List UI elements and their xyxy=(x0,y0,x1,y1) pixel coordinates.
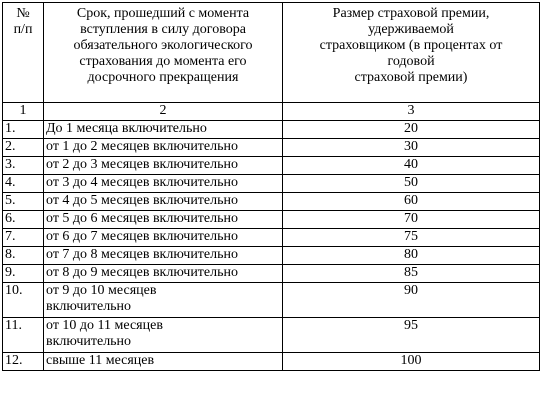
row-number-cell: 9. xyxy=(3,265,44,283)
table-row xyxy=(3,121,540,139)
header-row xyxy=(3,3,540,103)
row-number-cell: 11. xyxy=(3,318,44,353)
row-premium-cell: 20 xyxy=(283,121,540,139)
row-term-line: от 9 до 10 месяцев xyxy=(46,283,157,298)
row-number-cell: 4. xyxy=(3,175,44,193)
table-row xyxy=(3,265,540,283)
row-premium-cell: 60 xyxy=(283,193,540,211)
row-premium-cell: 90 xyxy=(283,283,540,318)
header-number-sign: № xyxy=(16,6,30,21)
table-row xyxy=(3,157,540,175)
column-index-cell: 2 xyxy=(44,103,283,121)
row-term-cell xyxy=(44,193,283,211)
row-term-cell xyxy=(44,229,283,247)
column-index-row xyxy=(3,103,540,121)
row-term-cell xyxy=(44,139,283,157)
row-term-line: включительно xyxy=(46,299,132,314)
row-term-cell xyxy=(44,265,283,283)
header-term-line: Срок, прошедший с момента xyxy=(76,6,250,21)
row-term-line: свыше 11 месяцев xyxy=(46,353,155,368)
header-number-cell xyxy=(3,3,44,103)
row-term-cell xyxy=(44,318,283,353)
header-term-line: обязательного экологического xyxy=(73,38,253,53)
row-term-line: от 3 до 4 месяцев включительно xyxy=(46,175,239,190)
column-index-cell: 3 xyxy=(283,103,540,121)
table-row xyxy=(3,229,540,247)
row-term-line: До 1 месяца включительно xyxy=(46,121,207,136)
table-body xyxy=(3,3,540,371)
table-row xyxy=(3,247,540,265)
row-number-cell: 8. xyxy=(3,247,44,265)
row-number-cell: 1. xyxy=(3,121,44,139)
header-premium-line: Размер страховой премии, xyxy=(332,6,490,21)
row-term-line: от 1 до 2 месяцев включительно xyxy=(46,139,239,154)
column-index-cell: 1 xyxy=(3,103,44,121)
table-row xyxy=(3,139,540,157)
row-premium-cell: 70 xyxy=(283,211,540,229)
row-term-cell xyxy=(44,175,283,193)
row-number-cell: 7. xyxy=(3,229,44,247)
row-term-cell xyxy=(44,353,283,371)
row-premium-cell: 30 xyxy=(283,139,540,157)
header-premium-line: страховщиком (в процентах от xyxy=(319,38,503,53)
row-number-cell: 6. xyxy=(3,211,44,229)
row-term-line: от 8 до 9 месяцев включительно xyxy=(46,265,239,280)
row-number-cell: 12. xyxy=(3,353,44,371)
row-premium-cell: 50 xyxy=(283,175,540,193)
header-number-abbrev: п/п xyxy=(13,22,33,37)
row-premium-cell: 85 xyxy=(283,265,540,283)
row-number-cell: 5. xyxy=(3,193,44,211)
row-number-cell: 10. xyxy=(3,283,44,318)
table-row xyxy=(3,283,540,318)
row-term-line: от 6 до 7 месяцев включительно xyxy=(46,229,239,244)
header-premium-line: годовой xyxy=(387,54,435,69)
table-row xyxy=(3,175,540,193)
table-row xyxy=(3,353,540,371)
table-row xyxy=(3,318,540,353)
row-premium-cell: 100 xyxy=(283,353,540,371)
row-term-cell xyxy=(44,283,283,318)
header-premium-line: удерживаемой xyxy=(368,22,454,37)
row-term-line: от 10 до 11 месяцев xyxy=(46,318,163,333)
row-term-line: от 2 до 3 месяцев включительно xyxy=(46,157,239,172)
header-premium-line: страховой премии) xyxy=(354,70,468,85)
row-term-cell xyxy=(44,121,283,139)
row-term-cell xyxy=(44,211,283,229)
row-number-cell: 2. xyxy=(3,139,44,157)
row-term-line: от 7 до 8 месяцев включительно xyxy=(46,247,239,262)
row-term-cell xyxy=(44,247,283,265)
table-row xyxy=(3,211,540,229)
row-term-line: от 4 до 5 месяцев включительно xyxy=(46,193,239,208)
header-premium-cell xyxy=(283,3,540,103)
header-term-line: вступления в силу договора xyxy=(80,22,246,37)
row-premium-cell: 40 xyxy=(283,157,540,175)
row-premium-cell: 80 xyxy=(283,247,540,265)
premium-retention-table xyxy=(2,2,540,371)
header-term-line: досрочного прекращения xyxy=(87,70,239,85)
row-term-line: от 5 до 6 месяцев включительно xyxy=(46,211,239,226)
row-term-cell xyxy=(44,157,283,175)
row-premium-cell: 75 xyxy=(283,229,540,247)
row-term-line: включительно xyxy=(46,334,132,349)
table-row xyxy=(3,193,540,211)
header-term-line: страхования до момента его xyxy=(79,54,247,69)
row-number-cell: 3. xyxy=(3,157,44,175)
row-premium-cell: 95 xyxy=(283,318,540,353)
header-term-cell xyxy=(44,3,283,103)
